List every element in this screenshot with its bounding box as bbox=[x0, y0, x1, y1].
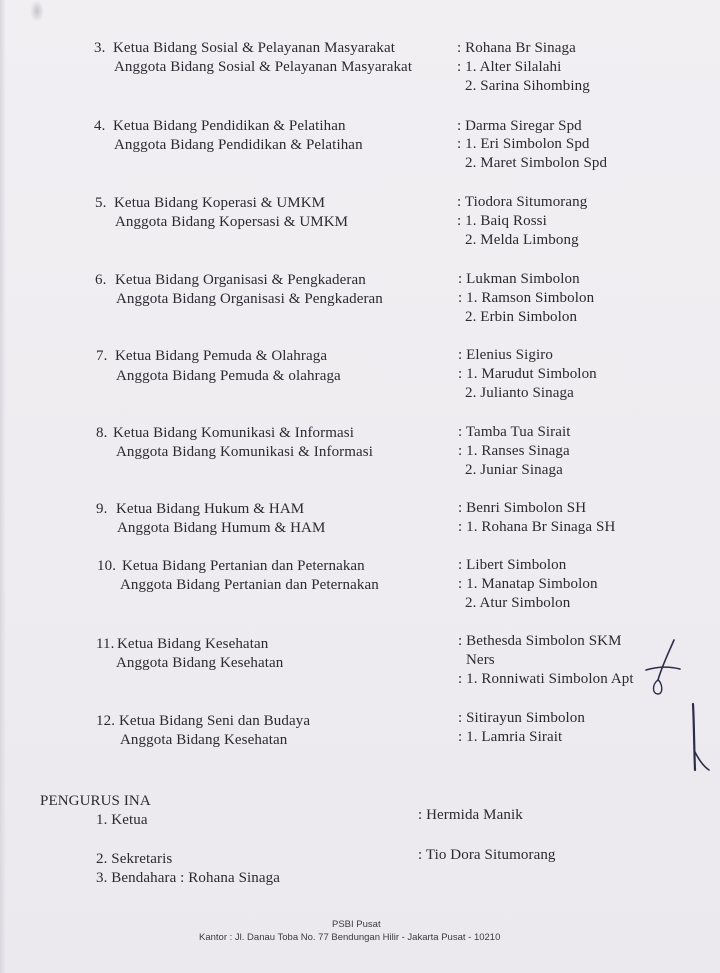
section-name-line: : 1. Lamria Sirait bbox=[458, 729, 563, 745]
section-number: 7. bbox=[96, 348, 108, 364]
section-name-line: : Elenius Sigiro bbox=[458, 347, 553, 363]
section-name-line: : 1. Manatap Simbolon bbox=[458, 576, 598, 592]
section-name-line: : Tiodora Situmorang bbox=[457, 194, 588, 210]
section-ketua-title: Ketua Bidang Organisasi & Pengkaderan bbox=[115, 272, 366, 288]
section-ketua-title: Ketua Bidang Hukum & HAM bbox=[116, 501, 305, 517]
section-name-line: : Benri Simbolon SH bbox=[458, 500, 587, 516]
section-name-line: 2. Sarina Sihombing bbox=[465, 78, 590, 94]
section-anggota-title: Anggota Bidang Pertanian dan Peternakan bbox=[120, 577, 379, 593]
section-number: 10. bbox=[97, 558, 117, 574]
section-name-line: 2. Melda Limbong bbox=[465, 232, 579, 248]
footer-address: Kantor : Jl. Danau Toba No. 77 Bendungan Hilir - Jakarta Pusat - 10210 bbox=[199, 932, 501, 943]
ina-item-label: 2. Sekretaris bbox=[96, 851, 173, 867]
section-ketua-title: Ketua Bidang Pendidikan & Pelatihan bbox=[113, 118, 346, 134]
section-anggota-title: Anggota Bidang Pemuda & olahraga bbox=[116, 368, 341, 384]
section-anggota-title: Anggota Bidang Pendidikan & Pelatihan bbox=[114, 137, 363, 153]
section-name-line: : 1. Rohana Br Sinaga SH bbox=[458, 519, 616, 535]
footer-org: PSBI Pusat bbox=[332, 919, 381, 930]
section-ketua-title: Ketua Bidang Kesehatan bbox=[117, 636, 269, 652]
section-name-line: 2. Erbin Simbolon bbox=[465, 309, 578, 325]
section-name-line: : Rohana Br Sinaga bbox=[457, 40, 576, 56]
section-name-line: : 1. Alter Silalahi bbox=[457, 59, 562, 75]
section-name-line: : Sitirayun Simbolon bbox=[458, 710, 586, 726]
section-ketua-title: Ketua Bidang Pertanian dan Peternakan bbox=[122, 558, 365, 574]
section-anggota-title: Anggota Bidang Organisasi & Pengkaderan bbox=[116, 291, 383, 307]
section-anggota-title: Anggota Bidang Komunikasi & Informasi bbox=[116, 444, 374, 460]
handwritten-mark bbox=[685, 700, 713, 780]
page-edge-shadow bbox=[0, 0, 6, 973]
ina-item-value: : Tio Dora Situmorang bbox=[418, 847, 556, 863]
section-name-line: : 1. Eri Simbolon Spd bbox=[457, 136, 590, 152]
section-name-line: : 1. Ramson Simbolon bbox=[458, 290, 595, 306]
section-name-line: 2. Julianto Sinaga bbox=[465, 385, 574, 401]
section-name-line: : Darma Siregar Spd bbox=[457, 118, 582, 134]
section-number: 12. bbox=[96, 713, 116, 729]
section-name-line: : 1. Marudut Simbolon bbox=[458, 366, 597, 382]
section-number: 4. bbox=[94, 118, 106, 134]
section-ketua-title: Ketua Bidang Komunikasi & Informasi bbox=[113, 425, 354, 441]
section-name-line: Ners bbox=[466, 652, 495, 668]
section-number: 3. bbox=[94, 40, 106, 56]
section-name-line: 2. Maret Simbolon Spd bbox=[465, 155, 608, 171]
section-number: 8. bbox=[96, 425, 108, 441]
section-anggota-title: Anggota Bidang Kopersasi & UMKM bbox=[115, 214, 349, 230]
ina-item-label: 3. Bendahara : Rohana Sinaga bbox=[96, 870, 280, 886]
section-name-line: : Lukman Simbolon bbox=[458, 271, 580, 287]
ina-heading: PENGURUS INA bbox=[40, 793, 151, 809]
punch-hole-shadow bbox=[30, 0, 44, 22]
section-ketua-title: Ketua Bidang Koperasi & UMKM bbox=[114, 195, 326, 211]
section-name-line: : Libert Simbolon bbox=[458, 557, 567, 573]
section-number: 11. bbox=[96, 636, 115, 652]
section-name-line: : 1. Ranses Sinaga bbox=[458, 443, 570, 459]
section-name-line: : Bethesda Simbolon SKM bbox=[458, 633, 622, 649]
section-ketua-title: Ketua Bidang Pemuda & Olahraga bbox=[115, 348, 328, 364]
section-anggota-title: Anggota Bidang Kesehatan bbox=[120, 732, 288, 748]
section-name-line: : Tamba Tua Sirait bbox=[458, 424, 571, 440]
section-number: 6. bbox=[95, 272, 107, 288]
ina-item-label: 1. Ketua bbox=[96, 812, 148, 828]
section-name-line: 2. Juniar Sinaga bbox=[465, 462, 563, 478]
section-name-line: : 1. Baiq Rossi bbox=[457, 213, 547, 229]
section-ketua-title: Ketua Bidang Seni dan Budaya bbox=[119, 713, 311, 729]
section-ketua-title: Ketua Bidang Sosial & Pelayanan Masyarakat bbox=[113, 40, 396, 56]
section-name-line: 2. Atur Simbolon bbox=[465, 595, 571, 611]
section-anggota-title: Anggota Bidang Humum & HAM bbox=[117, 520, 326, 536]
handwritten-initial-signature bbox=[640, 636, 684, 698]
section-name-line: : 1. Ronniwati Simbolon Apt bbox=[458, 671, 634, 687]
section-number: 9. bbox=[96, 501, 108, 517]
section-anggota-title: Anggota Bidang Kesehatan bbox=[116, 655, 284, 671]
ina-item-value: : Hermida Manik bbox=[418, 807, 523, 823]
section-anggota-title: Anggota Bidang Sosial & Pelayanan Masyarakat bbox=[114, 59, 413, 75]
section-number: 5. bbox=[95, 195, 107, 211]
